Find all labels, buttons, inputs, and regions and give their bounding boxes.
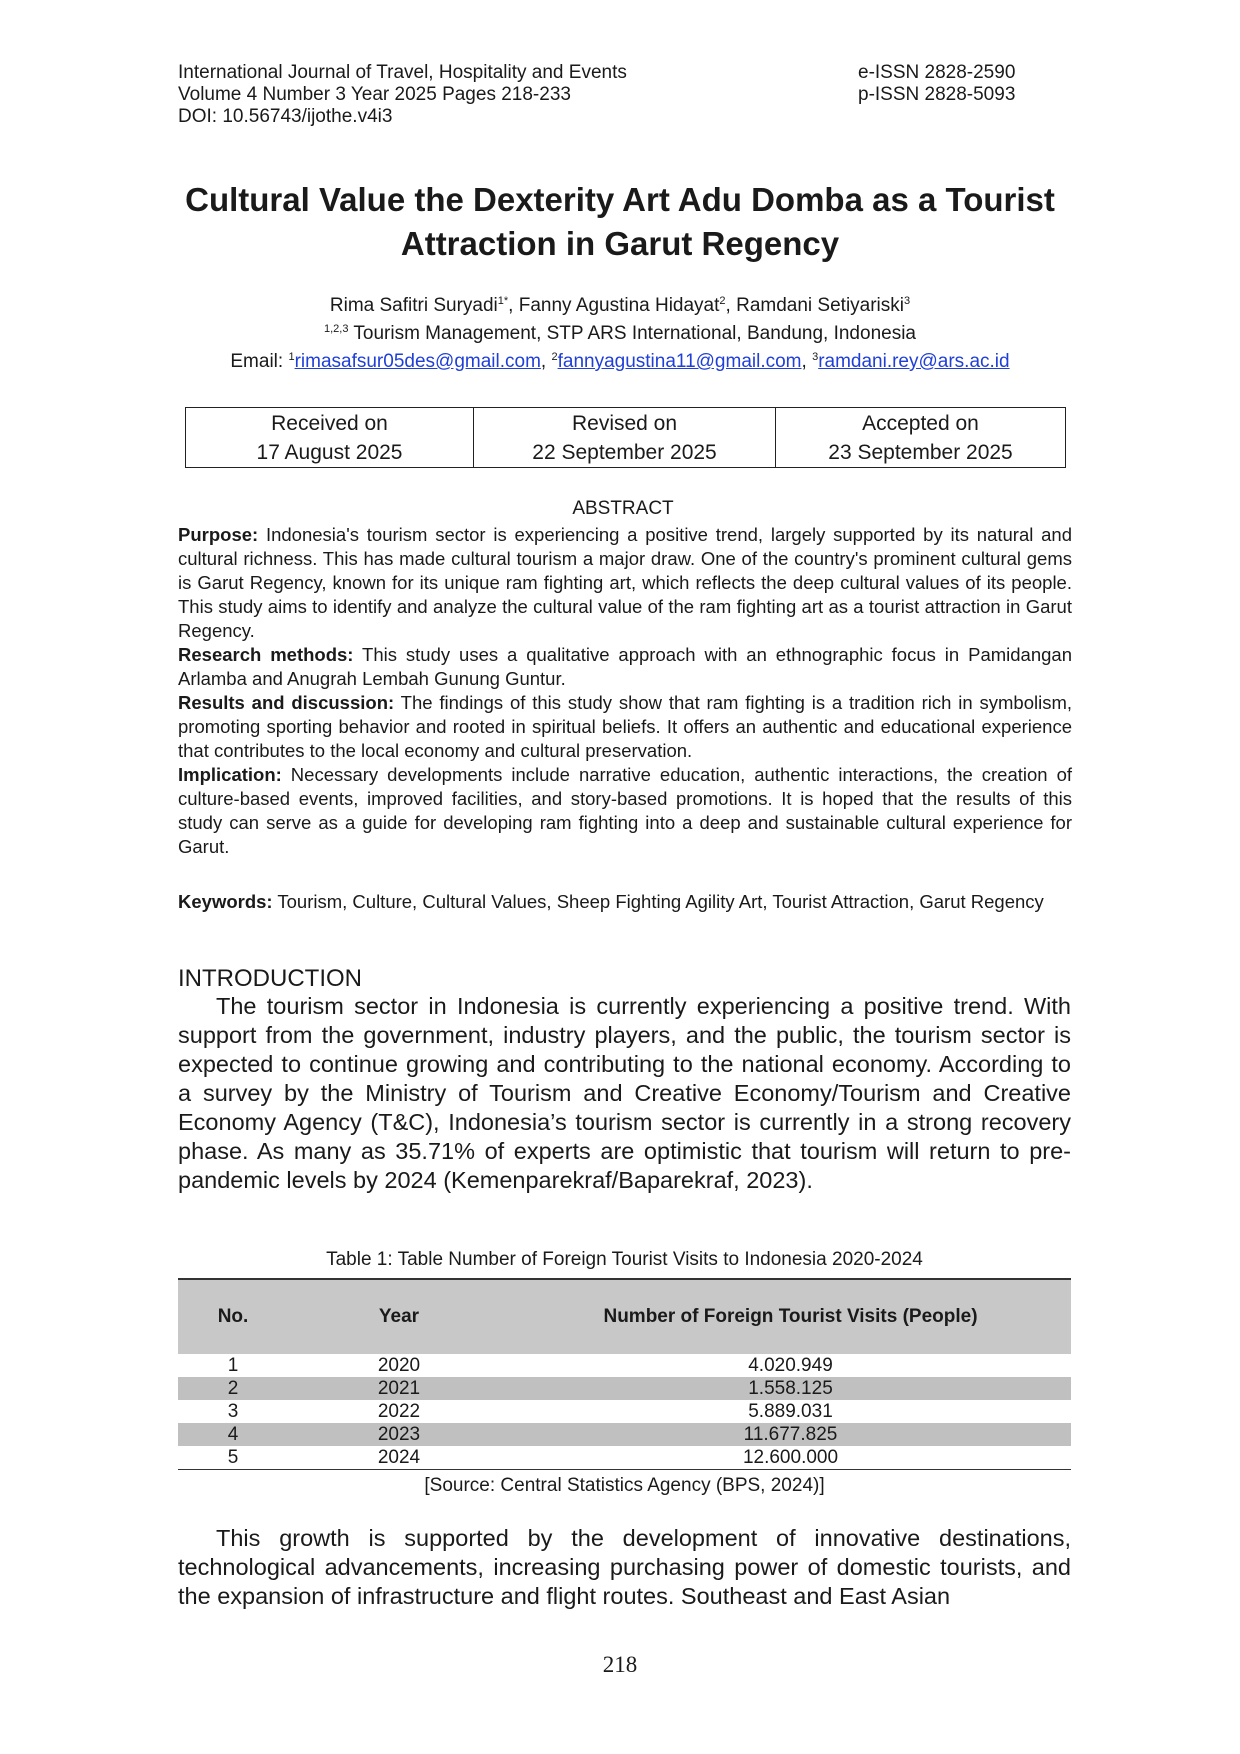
table-caption: Table 1: Table Number of Foreign Tourist Visits to Indonesia 2020-2024 [326, 1249, 923, 1270]
intro-paragraph-2: This growth is supported by the development of innovative destinations, technological advancements, increasing purchasing power of domestic tourists, and the expansion of infrastructure and flight routes. Southeast and East Asian [178, 1525, 1071, 1609]
abstract-results: Results and discussion: The findings of this study show that ram fighting is a tradition rich in symbolism, promoting sporting behavior and rooted in spiritual beliefs. It offers an authentic and educational experience that contributes to the local economy and cultural preservation. [178, 692, 1073, 761]
page-number: 218 [602, 1652, 638, 1677]
tourist-visits-table [178, 1278, 1071, 1470]
email-link-1[interactable]: rimasafsur05des@gmail.com [294, 351, 541, 372]
journal-doi: DOI: 10.56743/ijothe.v4i3 [178, 106, 393, 127]
author-list: Rima Safitri Suryadi$^{1*}$, Fanny Agustina Hidayat$^2$, Ramdani Setiyariski$^3$ [329, 295, 911, 316]
keywords: Keywords: Tourism, Culture, Cultural Values, Sheep Fighting Agility Art, Tourist Attraction, Garut Regency [178, 891, 1044, 912]
dates-table [185, 407, 1066, 468]
introduction-heading: INTRODUCTION [178, 965, 362, 992]
col-header-year: Year [288, 1279, 510, 1354]
table-row: 1 2020 4.020.949 [227, 1355, 833, 1376]
issn-block [858, 62, 1015, 106]
abstract-heading: ABSTRACT [572, 498, 674, 519]
table-row: 5 2024 12.600.000 [178, 1446, 1071, 1470]
received-cell: Received on 17 August 2025 [186, 408, 474, 468]
abstract-body [178, 523, 1072, 859]
abstract-purpose: Purpose: Indonesia's tourism sector is experiencing a positive trend, largely supported by its natural and cultural richness. This has made cultural tourism a major draw. One of the country's prominent cultural gems is Garut Regency, known for its unique ram fighting art, which reflects the deep cultural values of its people. This study aims to identify and analyze the cultural value of the ram fighting art as a tourist attraction in Garut Regency. [178, 524, 1072, 641]
email-line: Email: $^1$rimasafsur05des@gmail.com, $^2$fannyagustina11@gmail.com, $^3$ramdani.rey@ars.ac.id [230, 351, 1010, 372]
abstract-methods: Research methods: This study uses a qualitative approach with an ethnographic focus in Pamidangan Arlamba and Anugrah Lembah Gunung Guntur. [178, 644, 1072, 689]
journal-volume: Volume 4 Number 3 Year 2025 Pages 218-233 [178, 84, 571, 105]
abstract-implication: Implication: Necessary developments include narrative education, authentic interactions, the creation of culture-based events, improved facilities, and story-based promotions. It is hoped that the results of this study can serve as a guide for developing ram fighting into a deep and sustainable cultural experience for Garut. [178, 764, 1072, 857]
col-header-visits: Number of Foreign Tourist Visits (People) [510, 1279, 1071, 1354]
table-row: 4 2023 11.677.825 [178, 1423, 1071, 1446]
table-header-row [178, 1279, 1071, 1354]
author-1: Rima Safitri Suryadi [329, 295, 498, 316]
table-row: 3 2022 5.889.031 [227, 1401, 833, 1422]
eissn: e-ISSN 2828-2590 [858, 62, 1016, 83]
journal-header [178, 62, 627, 128]
col-header-no: No. [178, 1279, 288, 1354]
table-source: [Source: Central Statistics Agency (BPS, 2024)] [424, 1475, 825, 1496]
paper-title: Cultural Value the Dexterity Art Adu Domba as a Tourist Attraction in Garut Regency [185, 181, 1055, 262]
revised-cell: Revised on 22 September 2025 [474, 408, 776, 468]
pissn: p-ISSN 2828-5093 [858, 84, 1016, 105]
intro-paragraph-1: The tourism sector in Indonesia is currently experiencing a positive trend. With support from the government, industry players, and the public, the tourism sector is expected to continue growing and contributing to the national economy. According to a survey by the Ministry of Tourism and Creative Economy/Tourism and Creative Economy Agency (T&C), Indonesia’s tourism sector is currently in a strong recovery phase. As many as 35.71% of experts are optimistic that tourism will return to pre-pandemic levels by 2024 (Kemenparekraf/Baparekraf, 2023). [178, 993, 1071, 1193]
email-link-2[interactable]: fannyagustina11@gmail.com [557, 351, 802, 372]
accepted-cell: Accepted on 23 September 2025 [776, 408, 1066, 468]
affiliation: $^{1,2,3}$ Tourism Management, STP ARS International, Bandung, Indonesia [323, 323, 916, 344]
author-2: , Fanny Agustina Hidayat [508, 295, 720, 316]
author-3: , Ramdani Setiyariski [725, 295, 904, 316]
journal-name: International Journal of Travel, Hospitality and Events [178, 62, 627, 83]
email-link-3[interactable]: ramdani.rey@ars.ac.id [818, 351, 1010, 372]
table-row: 2 2021 1.558.125 [178, 1377, 1071, 1400]
